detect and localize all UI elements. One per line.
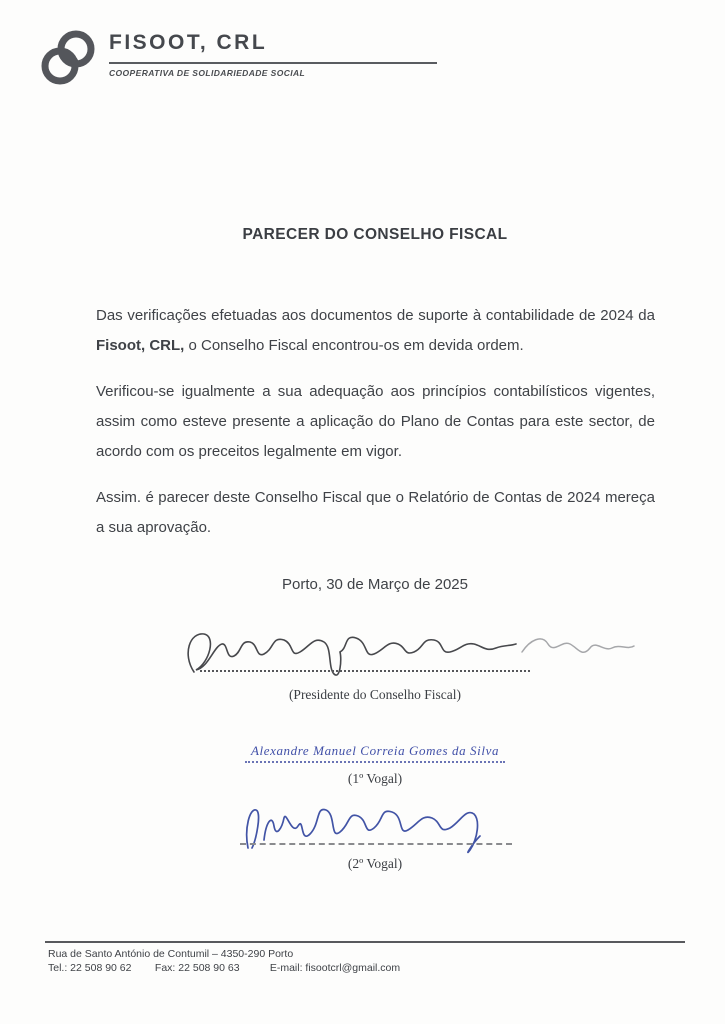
- company-tagline: COOPERATIVA DE SOLIDARIEDADE SOCIAL: [109, 68, 306, 78]
- paragraph-3: Assim. é parecer deste Conselho Fiscal que o Relatório de Contas de 2024 mereça a sua aprovação.: [96, 489, 655, 536]
- paragraph-1-bold: Fisoot, CRL,: [96, 337, 185, 354]
- document-title: PARECER DO CONSELHO FISCAL: [242, 226, 508, 243]
- paragraph-1: [96, 301, 655, 361]
- vogal1-role-caption: (1º Vogal): [347, 771, 403, 786]
- vogal2-role-caption: (2º Vogal): [347, 856, 403, 871]
- interlocking-rings-icon: [36, 26, 100, 90]
- president-signature-line: [200, 670, 530, 672]
- vogal1-signature-name: Alexandre Manuel Correia Gomes da Silva: [245, 743, 505, 763]
- vogal2-signature-line: [240, 843, 512, 845]
- company-name: FISOOT, CRL: [109, 31, 268, 54]
- footer-contact-line: [48, 961, 400, 975]
- footer-tel: Tel.: 22 508 90 62: [48, 962, 132, 974]
- dateline: Porto, 30 de Março de 2025: [282, 576, 468, 593]
- footer-email: E-mail: fisootcrl@gmail.com: [269, 962, 401, 974]
- footer-contact-block: [48, 947, 400, 975]
- vogal2-signature-scrawl: [238, 794, 518, 858]
- footer-rule: [45, 941, 685, 943]
- footer-address: Rua de Santo António de Contumil – 4350-290 Porto: [48, 948, 294, 960]
- letterhead: [36, 26, 437, 90]
- footer-fax: Fax: 22 508 90 63: [154, 962, 240, 974]
- letterhead-text: [109, 26, 437, 90]
- vogal1-signature: [95, 742, 655, 763]
- paragraph-1-text: Das verificações efetuadas aos documentos de suporte à contabilidade de 2024 da: [96, 307, 655, 324]
- president-role-caption: (Presidente do Conselho Fiscal): [288, 687, 462, 702]
- paragraph-1-text-end: o Conselho Fiscal encontrou-os em devida ordem.: [184, 337, 524, 354]
- letterhead-rule: [109, 62, 437, 64]
- paragraph-2: Verificou-se igualmente a sua adequação aos princípios contabilísticos vigentes, assim como esteve presente a aplicação do Plano de Contas para este sector, de acordo com os preceitos legalmente em vigor.: [96, 383, 655, 460]
- document-body: [96, 301, 655, 559]
